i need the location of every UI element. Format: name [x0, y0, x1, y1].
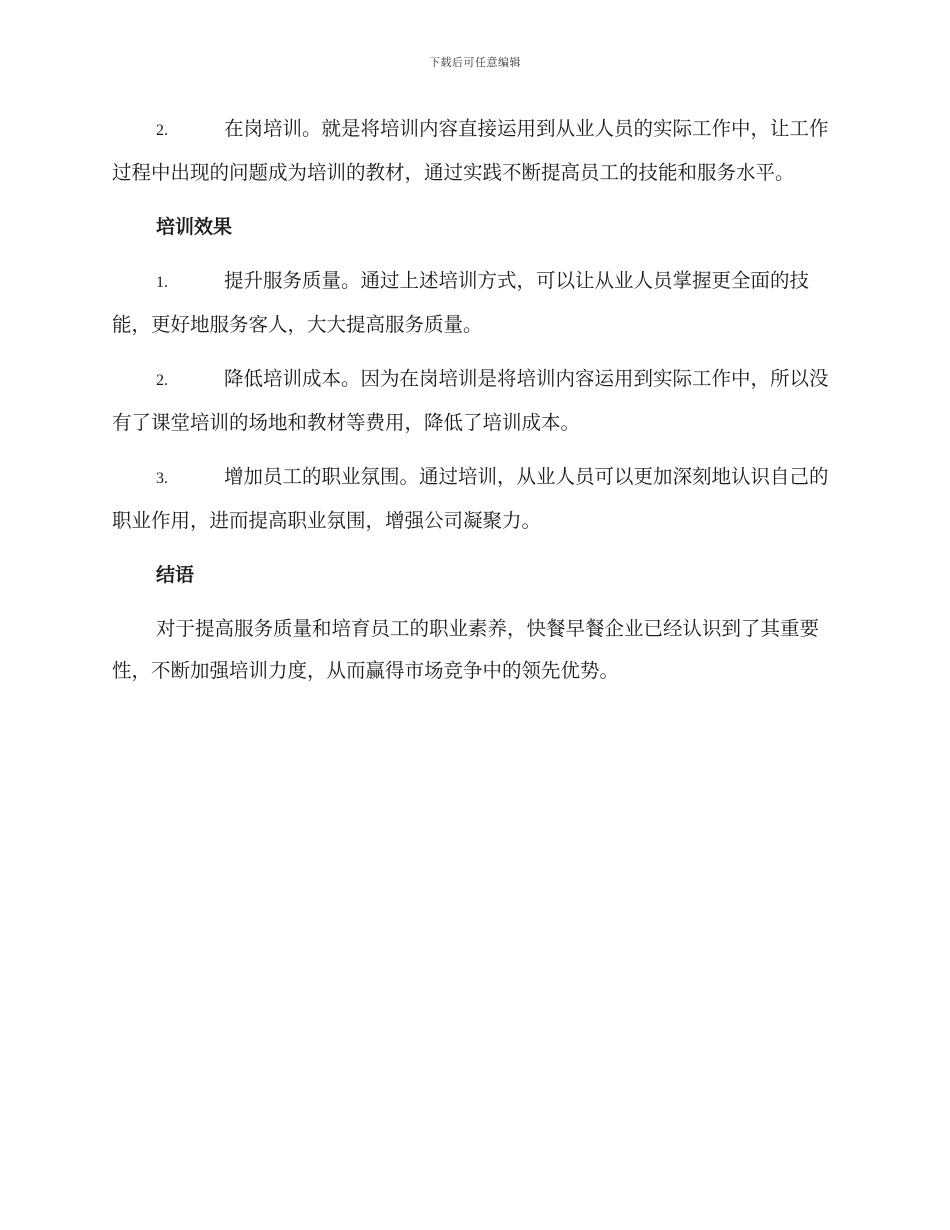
list-item — [112, 260, 834, 346]
list-item — [112, 456, 834, 542]
list-item-text: 在岗培训。就是将培训内容直接运用到从业人员的实际工作中，让工作过程中出现的问题成为培训的教材，通过实践不断提高员工的技能和服务水平。 — [112, 117, 829, 184]
list-number: 3. — [156, 470, 168, 487]
list-item-text: 增加员工的职业氛围。通过培训，从业人员可以更加深刻地认识自己的职业作用，进而提高职业氛围，增强公司凝聚力。 — [112, 465, 829, 532]
list-item-text: 降低培训成本。因为在岗培训是将培训内容运用到实际工作中，所以没有了课堂培训的场地和教材等费用，降低了培训成本。 — [112, 367, 829, 434]
document-body — [112, 108, 834, 704]
list-item-text: 提升服务质量。通过上述培训方式，可以让从业人员掌握更全面的技能，更好地服务客人，大大提高服务质量。 — [112, 269, 810, 336]
section-heading-conclusion: 结语 — [156, 564, 195, 586]
list-number: 2. — [156, 122, 168, 139]
header-note: 下载后可任意编辑 — [429, 56, 521, 69]
list-number: 1. — [156, 274, 168, 291]
list-item — [112, 358, 834, 444]
conclusion-paragraph: 对于提高服务质量和培育员工的职业素养，快餐早餐企业已经认识到了其重要性，不断加强培训力度，从而赢得市场竞争中的领先优势。 — [112, 617, 820, 682]
list-item — [112, 108, 834, 194]
list-number: 2. — [156, 372, 168, 389]
section-heading-effects: 培训效果 — [156, 216, 233, 238]
